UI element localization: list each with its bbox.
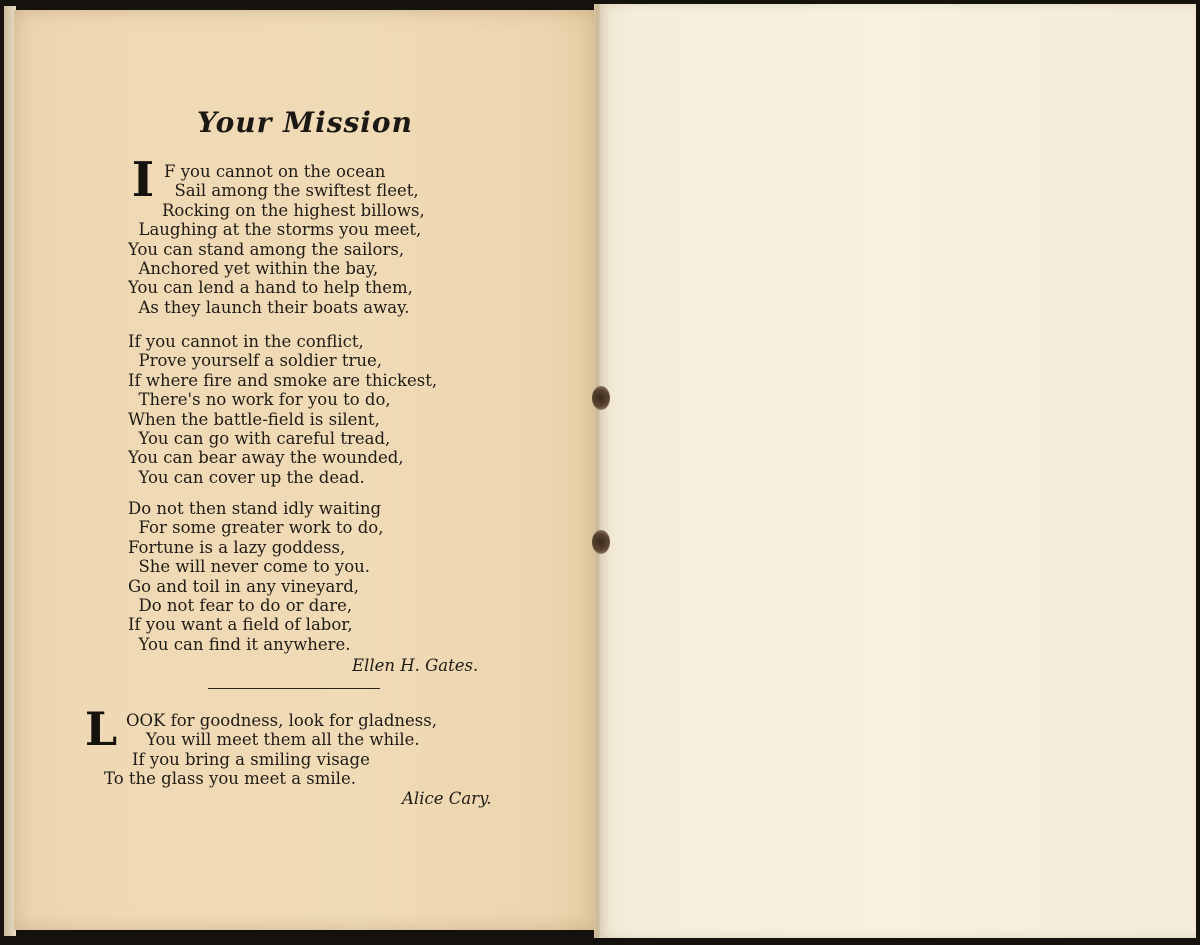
poem-line: There's no work for you to do, [128,390,391,410]
poem-line: If where fire and smoke are thickest, [128,370,438,390]
poem-line: As they launch their boats away. [128,297,410,317]
poem-line: Do not fear to do or dare, [128,596,353,616]
poem-line: You can lend a hand to help them, [128,278,413,298]
binding-hole-top [592,386,610,410]
poem-line: If you bring a smiling visage [132,749,370,769]
poem-line: Fortune is a lazy goddess, [128,537,346,557]
poem-line: When the battle-field is silent, [128,409,380,429]
poem-1-stanza-3 [128,499,383,654]
poem-line: F you cannot on the ocean [164,162,386,181]
poem-line: You can bear away the wounded, [128,448,404,468]
poem-line: Laughing at the storms you meet, [128,220,422,240]
poem-line: You will meet them all the while. [146,730,420,750]
poem-line: If you cannot in the conflict, [128,332,364,351]
poem-line: Go and toil in any vineyard, [128,576,360,596]
poem-line: For some greater work to do, [128,518,384,538]
binding-hole-bottom [592,530,610,554]
author-attribution-cary: Alice Cary. [402,789,492,808]
section-divider [208,688,380,689]
poem-line: OOK for goodness, look for gladness, [126,711,437,730]
poem-1-stanza-2 [128,332,437,487]
poem-line: If you want a field of labor, [128,615,353,635]
poem-line: You can go with careful tread, [128,429,391,449]
poem-1-stanza-1 [128,162,425,317]
poem-line: Rocking on the highest billows, [162,200,425,220]
poem-line: You can find it anywhere. [128,634,351,654]
poem-2 [104,711,437,789]
author-attribution-gates: Ellen H. Gates. [352,656,479,675]
poem-line: Do not then stand idly waiting [128,499,382,518]
poem-line: You can cover up the dead. [128,467,365,487]
poem-line: She will never come to you. [128,557,371,577]
page-gutter [594,4,602,938]
right-page-blank [598,4,1196,938]
drop-cap-initial: I [131,152,155,208]
poem-line: Anchored yet within the bay, [128,259,379,279]
poem-line: Prove yourself a soldier true, [128,351,383,371]
poem-line: To the glass you meet a smile. [104,769,356,789]
poem-title: Your Mission [197,106,413,139]
poem-line: You can stand among the sailors, [128,239,405,259]
drop-cap-initial: L [84,702,118,756]
poem-line: Sail among the swiftest fleet, [164,181,419,201]
